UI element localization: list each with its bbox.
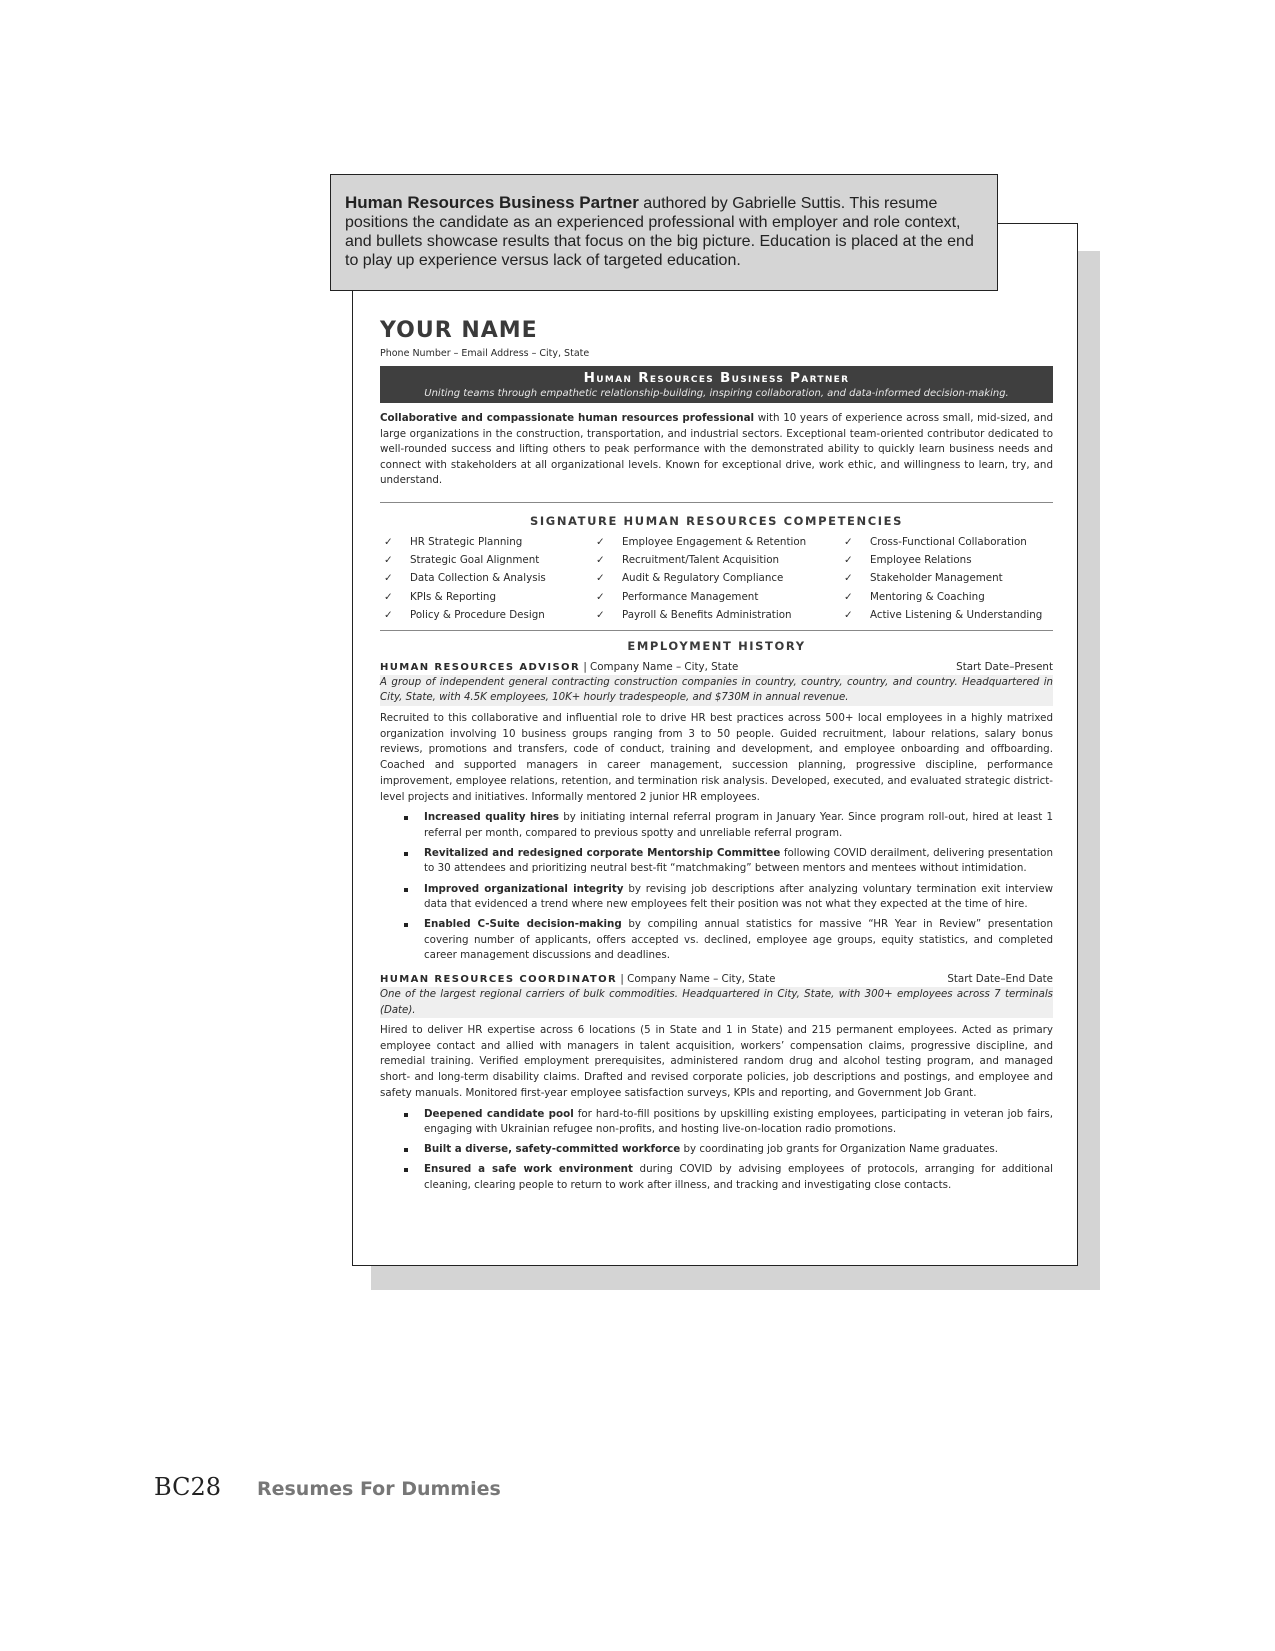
competency-item: ✓ Stakeholder Management (840, 569, 1053, 587)
job-entry (380, 660, 1053, 964)
competency-item: ✓ HR Strategic Planning (380, 533, 592, 551)
bullet-square-icon (380, 810, 424, 841)
job-dates: Start Date–Present (956, 660, 1053, 673)
headline-tagline: Uniting teams through empathetic relationship-building, inspiring collaboration, and data-informed decision-making. (424, 388, 1009, 399)
competency-item: ✓ KPIs & Reporting (380, 588, 592, 606)
page-number: BC28 (154, 1473, 221, 1501)
checkmark-icon: ✓ (384, 590, 393, 603)
competency-item: ✓ Performance Management (592, 588, 840, 606)
checkmark-icon: ✓ (384, 572, 393, 585)
company-description: A group of independent general contracting construction companies in country, country, country, and country. Headquartered in City, State, with 4.5K employees, 10K+ hourly tradespeople, and $730M in annual revenue. (380, 675, 1053, 706)
checkmark-icon: ✓ (596, 608, 605, 621)
job-dates: Start Date–End Date (947, 973, 1053, 986)
competency-item: ✓ Policy & Procedure Design (380, 606, 592, 624)
job-header (380, 972, 1053, 987)
checkmark-icon: ✓ (596, 572, 605, 585)
resume-contact: Phone Number – Email Address – City, State (380, 348, 590, 359)
checkmark-icon: ✓ (596, 535, 605, 548)
checkmark-icon: ✓ (384, 535, 393, 548)
page-footer (154, 1473, 501, 1501)
headline-banner (380, 366, 1053, 403)
callout-box (330, 174, 998, 291)
achievement-item: Improved organizational integrity by revising job descriptions after analyzing voluntary termination exit interview data that evidenced a trend where new employees felt their position was not what they expected at the time of hire. (380, 882, 1053, 913)
resume-content (380, 318, 1053, 1198)
bullet-square-icon (380, 882, 424, 913)
summary-lead: Collaborative and compassionate human resources professional (380, 412, 755, 424)
job-company: | Company Name – City, State (617, 973, 776, 986)
achievement-item: Increased quality hires by initiating internal referral program in January Year. Since program roll-out, hired at least 1 referral per month, compared to previous spotty and unreliable referral program. (380, 810, 1053, 841)
competencies-grid (380, 533, 1053, 624)
achievement-item: Ensured a safe work environment during COVID by advising employees of protocols, arranging for additional cleaning, clearing people to return to work after illness, and tracking and investigating close contacts. (380, 1162, 1053, 1193)
bullet-square-icon (380, 1162, 424, 1193)
checkmark-icon: ✓ (844, 608, 853, 621)
headline-title: Human Resources Business Partner (583, 370, 850, 386)
summary-text: with 10 years of experience across small, mid-sized, and large organizations in the construction, transportation, and industrial sectors. Exceptional team-oriented contributor dedicated to well-rounded success and lifting others to peak performance with the demonstrated ability to quickly learn business needs and connect with stakeholders at all organizational levels. Known for exceptional drive, work ethic, and willingness to learn, try, and understand. (380, 412, 1054, 487)
competency-item: ✓ Employee Engagement & Retention (592, 533, 840, 551)
competencies-heading: SIGNATURE HUMAN RESOURCES COMPETENCIES (530, 513, 903, 528)
section-divider (380, 502, 1053, 503)
achievement-list (380, 810, 1053, 964)
competency-item: ✓ Strategic Goal Alignment (380, 551, 592, 569)
checkmark-icon: ✓ (844, 572, 853, 585)
job-title: HUMAN RESOURCES ADVISOR (380, 661, 581, 673)
bullet-square-icon (380, 917, 424, 964)
profile-summary (380, 411, 1053, 489)
competency-item: ✓ Mentoring & Coaching (840, 588, 1053, 606)
checkmark-icon: ✓ (596, 554, 605, 567)
job-entry (380, 972, 1053, 1193)
competency-column (380, 533, 592, 624)
achievement-item: Deepened candidate pool for hard-to-fill positions by upskilling existing employees, participating in veteran job fairs, engaging with Ukrainian refugee non-profits, and hosting live-on-location radio promotions. (380, 1107, 1053, 1138)
competency-item: ✓ Data Collection & Analysis (380, 569, 592, 587)
callout-title: Human Resources Business Partner (345, 193, 639, 212)
company-description: One of the largest regional carriers of bulk commodities. Headquartered in City, State, with 300+ employees across 7 terminals (Date). (380, 987, 1053, 1018)
competency-item: ✓ Audit & Regulatory Compliance (592, 569, 840, 587)
competency-item: ✓ Cross-Functional Collaboration (840, 533, 1053, 551)
competency-item: ✓ Employee Relations (840, 551, 1053, 569)
competency-item: ✓ Active Listening & Understanding (840, 606, 1053, 624)
job-description: Hired to deliver HR expertise across 6 locations (5 in State and 1 in State) and 215 permanent employees. Acted as primary employee contact and allied with managers in talent acquisition, workers’ compensation claims, progressive discipline, and remedial training. Verified employment prerequisites, administered random drug and alcohol testing program, and managed short- and long-term disability claims. Drafted and revised corporate policies, job descriptions and postings, and employee and safety manuals. Monitored first-year employee satisfaction surveys, KPIs and reporting, and Government Job Grant. (380, 1024, 1053, 1099)
competency-column (592, 533, 840, 624)
job-header (380, 660, 1053, 675)
bullet-square-icon (380, 1107, 424, 1138)
checkmark-icon: ✓ (844, 590, 853, 603)
checkmark-icon: ✓ (596, 590, 605, 603)
job-title: HUMAN RESOURCES COORDINATOR (380, 974, 618, 986)
checkmark-icon: ✓ (844, 535, 853, 548)
job-description: Recruited to this collaborative and influential role to drive HR best practices across 500+ local employees in a highly matrixed organization involving 10 business groups ranging from 3 to 50 people. Guided recruitment, labour relations, salary bonus reviews, promotions and transfers, code of conduct, training and development, and employee onboarding and offboarding. Coached and supported managers in career management, succession planning, progressive discipline, performance improvement, employee relations, retention, and termination risk analysis. Developed, executed, and evaluated strategic district-level projects and initiatives. Informally mentored 2 junior HR employees. (380, 711, 1053, 803)
checkmark-icon: ✓ (384, 608, 393, 621)
checkmark-icon: ✓ (384, 554, 393, 567)
achievement-item: Enabled C-Suite decision-making by compiling annual statistics for massive “HR Year in Review” presentation covering number of applicants, offers accepted vs. declined, employee age groups, equity statistics, and completed career management discussions and deadlines. (380, 917, 1053, 964)
book-title: Resumes For Dummies (256, 1478, 501, 1500)
competency-item: ✓ Payroll & Benefits Administration (592, 606, 840, 624)
checkmark-icon: ✓ (844, 554, 853, 567)
employment-heading: EMPLOYMENT HISTORY (627, 638, 806, 653)
job-company: | Company Name – City, State (580, 660, 739, 673)
bullet-square-icon (380, 1142, 424, 1158)
bullet-square-icon (380, 846, 424, 877)
resume-name: YOUR NAME (380, 318, 538, 343)
achievement-item: Built a diverse, safety-committed workforce by coordinating job grants for Organization Name graduates. (380, 1142, 1053, 1158)
competency-column (840, 533, 1053, 624)
callout-text: authored by Gabrielle Suttis. This resume positions the candidate as an experienced professional with employer and role context, and bullets showcase results that focus on the big picture. Education is placed at the end to play up experience versus lack of targeted education. (345, 195, 974, 269)
competency-item: ✓ Recruitment/Talent Acquisition (592, 551, 840, 569)
achievement-item: Revitalized and redesigned corporate Mentorship Committee following COVID derailment, delivering presentation to 30 attendees and prioritizing neutral best-fit “matchmaking” between mentors and mentees without intimidation. (380, 846, 1053, 877)
section-divider (380, 630, 1053, 631)
achievement-list (380, 1107, 1053, 1194)
